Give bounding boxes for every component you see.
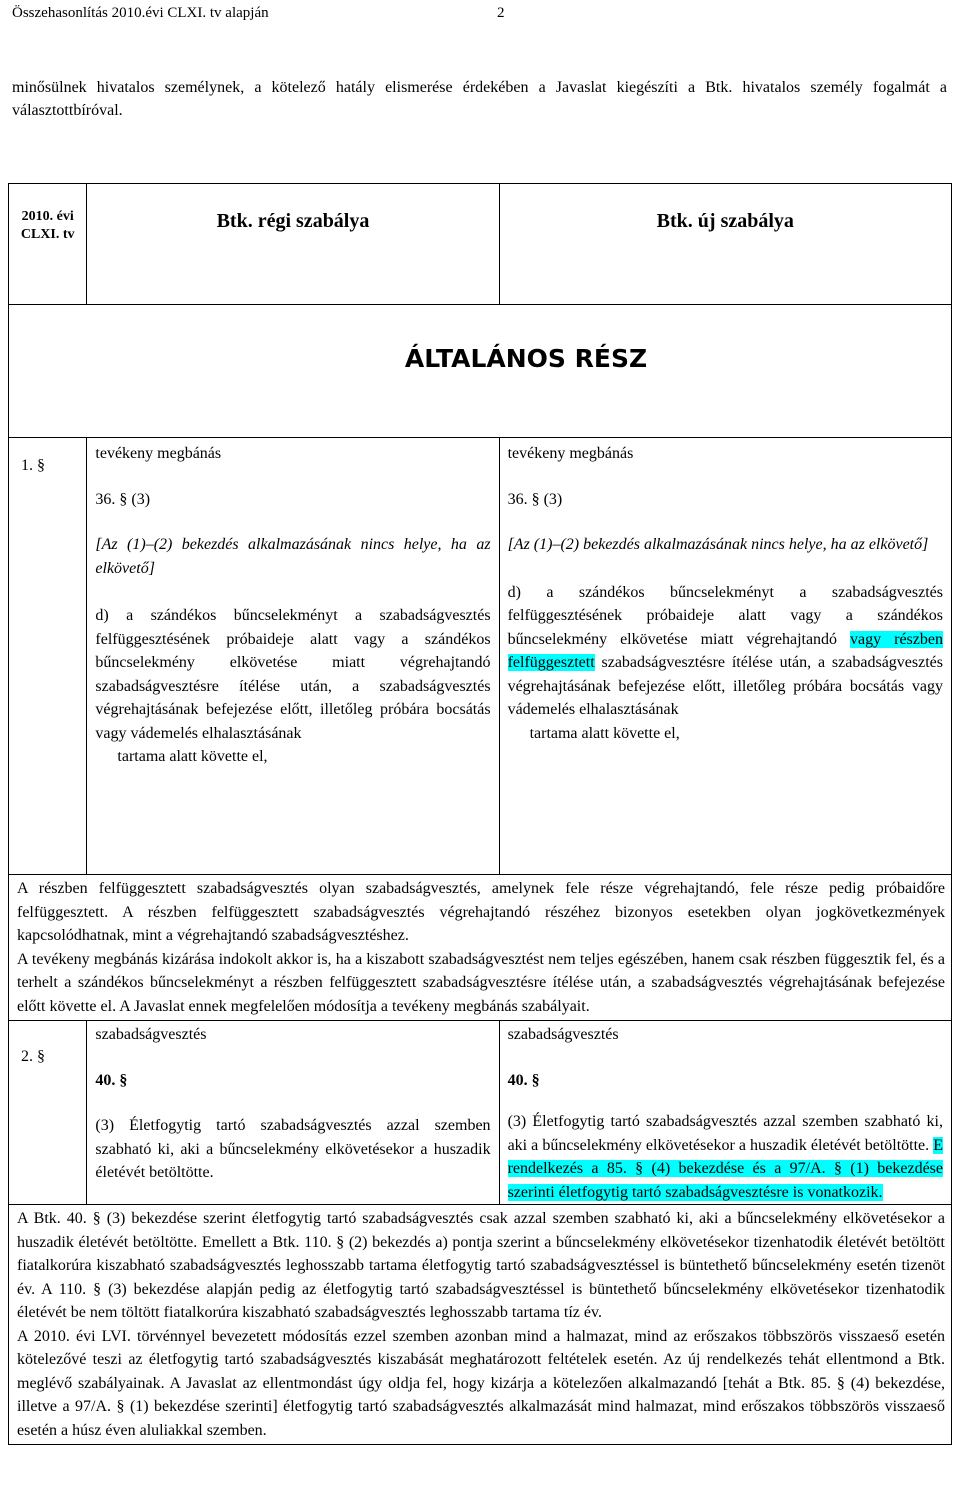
intro-text: minősülnek hivatalos személynek, a kötelező hatály elismerése érdekében a Javaslat kiegészíti a Btk. hivatalos személy fogalmát a választottbíróval.	[12, 79, 947, 119]
table-row	[9, 438, 952, 875]
old-body-text: d) a szándékos bűncselekményt a szabadságvesztés felfüggesztésének próbaideje alatt vagy a szándékos bűncselekmény elkövetése miatt végrehajtandó szabadságvesztésre ítélése után, a szabadságvesztés végrehajtásának befejezése előtt, illetőleg próbára bocsátás vagy vádemelés elhalasztásának	[95, 607, 491, 742]
note-row	[9, 875, 952, 1021]
note-2-paragraph: A 2010. évi LVI. törvénnyel bevezetett módosítás ezzel szemben azonban mind a halmazat, mind az erőszakos többszörös visszaeső esetén kötelezővé teszi az életfogytig tartó szabadságvesztés kiszabását meghatározott feltételek esetén. Az új rendelkezés tehát ellentmond a Btk. meglévő szabályainak. A Javaslat az ellentmondást úgy oldja fel, hogy kizárja a kötelezően alkalmazandó [tehát a Btk. 85. § (4) bekezdése, illetve a 97/A. § (1) bekezdése szerinti] életfogytig tartó szabadságvesztés alkalmazását mind halmazat, mind erőszakos többszörös visszaeső esetén a húsz éven aluliakkal szemben.	[17, 1327, 945, 1439]
new-highlight: vagy részben felfüggesztett	[507, 630, 943, 671]
page-number: 2	[497, 5, 505, 21]
old-heading: tevékeny megbánás	[95, 445, 222, 462]
old-bracket-text: [Az (1)–(2) bekezdés alkalmazásának nincs helye, ha az elkövető]	[95, 536, 491, 577]
new-tail-text: tartama alatt követte el,	[529, 724, 680, 742]
table-row	[9, 1021, 952, 1205]
old-body-text: (3) Életfogytig tartó szabadságvesztés azzal szemben szabható ki, aki a bűncselekmény elkövetésekor a huszadik életévét betöltötte.	[95, 1117, 491, 1181]
header-title: Összehasonlítás 2010.évi CLXI. tv alapján	[12, 5, 269, 21]
section-title: ÁLTALÁNOS RÉSZ	[9, 305, 952, 438]
new-rule-cell	[499, 438, 951, 875]
new-body-text: (3) Életfogytig tartó szabadságvesztés azzal szemben szabható ki, aki a bűncselekmény elkövetésekor a huszadik életévét betöltötte. E rendelkezés a 85. § (4) bekezdése és a 97/A. § (1) bekezdése szerinti életfogytig tartó szabadságvesztésre is vonatkozik.	[507, 1113, 944, 1201]
new-bracket-text: [Az (1)–(2) bekezdés alkalmazásának nincs helye, ha az elkövető]	[507, 536, 929, 553]
note-2	[9, 1205, 952, 1445]
old-rule-cell	[87, 1021, 499, 1205]
old-rule-cell	[87, 438, 499, 875]
note-2-paragraph: A Btk. 40. § (3) bekezdése szerint életfogytig tartó szabadságvesztés csak azzal szemben szabható ki, aki a bűncselekmény elkövetésekor a huszadik életévét betöltötte. Emellett a Btk. 110. § (2) bekezdés a) pontja szerint a bűncselekmény elkövetésekor tizenhatodik életévét betöltött fiatalkorúra kiszabható szabadságvesztés leghosszabb tartama életfogytig tartó szabadságvesztéssel is büntethető bűncselekmény esetén tizenöt év. A 110. § (3) bekezdése alapján pedig az életfogytig tartó szabadságvesztéssel is büntethető bűncselekmény elkövetésekor tizenhatodik életévét be nem töltött fiatalkorúra kiszabható szabadságvesztés leghosszabb tartama tíz év.	[17, 1210, 945, 1321]
note-1-paragraph: A tevékeny megbánás kizárása indokolt akkor is, ha a kiszabott szabadságvesztést nem teljes egészében, hanem csak részben függesztik fel, és a terhelt a szándékos bűncselekményt a részben felfüggesztett szabadságvesztésre ítélése után, a szabadságvesztés végrehajtásának befejezése előtt követte el. A Javaslat ennek megfelelően módosítja a tevékeny megbánás szabályait.	[17, 950, 945, 1015]
table-header-row	[9, 184, 952, 305]
row-number: 1. §	[9, 438, 87, 875]
new-highlight: E rendelkezés a 85. § (4) bekezdése és a 97/A. § (1) bekezdése szerinti életfogytig tartó szabadságvesztésre is vonatkozik.	[507, 1136, 944, 1201]
comparison-table	[8, 183, 952, 1445]
header-old-rule: Btk. régi szabálya	[87, 184, 499, 305]
header-new-rule: Btk. új szabálya	[499, 184, 951, 305]
new-heading: szabadságvesztés	[507, 1026, 619, 1043]
section-row	[9, 305, 952, 438]
old-heading: szabadságvesztés	[95, 1026, 207, 1043]
header-law: 2010. évi CLXI. tv	[9, 184, 87, 305]
old-paragraph-ref: 40. §	[95, 1071, 128, 1089]
old-paragraph-ref: 36. § (3)	[95, 490, 151, 508]
new-heading: tevékeny megbánás	[507, 445, 634, 462]
new-paragraph-ref: 40. §	[507, 1071, 540, 1089]
note-1-paragraph: A részben felfüggesztett szabadságvesztés olyan szabadságvesztés, amelynek fele része végrehajtandó, fele része pedig próbaidőre felfüggesztett. A részben felfüggesztett szabadságvesztés végrehajtandó részéhez bizonyos esetekben olyan jogkövetkezmények kapcsolódhatnak, mint a végrehajtandó szabadságvesztéshez.	[17, 880, 945, 944]
old-tail-text: tartama alatt követte el,	[117, 748, 268, 765]
row-number: 2. §	[9, 1021, 87, 1205]
new-paragraph-ref: 36. § (3)	[507, 490, 563, 508]
note-1	[9, 875, 952, 1021]
note-row	[9, 1205, 952, 1445]
new-rule-cell	[499, 1021, 951, 1205]
new-body-text: d) a szándékos bűncselekményt a szabadságvesztés felfüggesztésének próbaideje alatt vagy a szándékos bűncselekmény elkövetése miatt végrehajtandó vagy részben felfüggesztett szabadságvesztésre ítélése után, a szabadságvesztés végrehajtásának befejezése előtt, illetőleg próbára bocsátás vagy vádemelés elhalasztásának	[507, 583, 943, 718]
page-header	[12, 2, 952, 26]
